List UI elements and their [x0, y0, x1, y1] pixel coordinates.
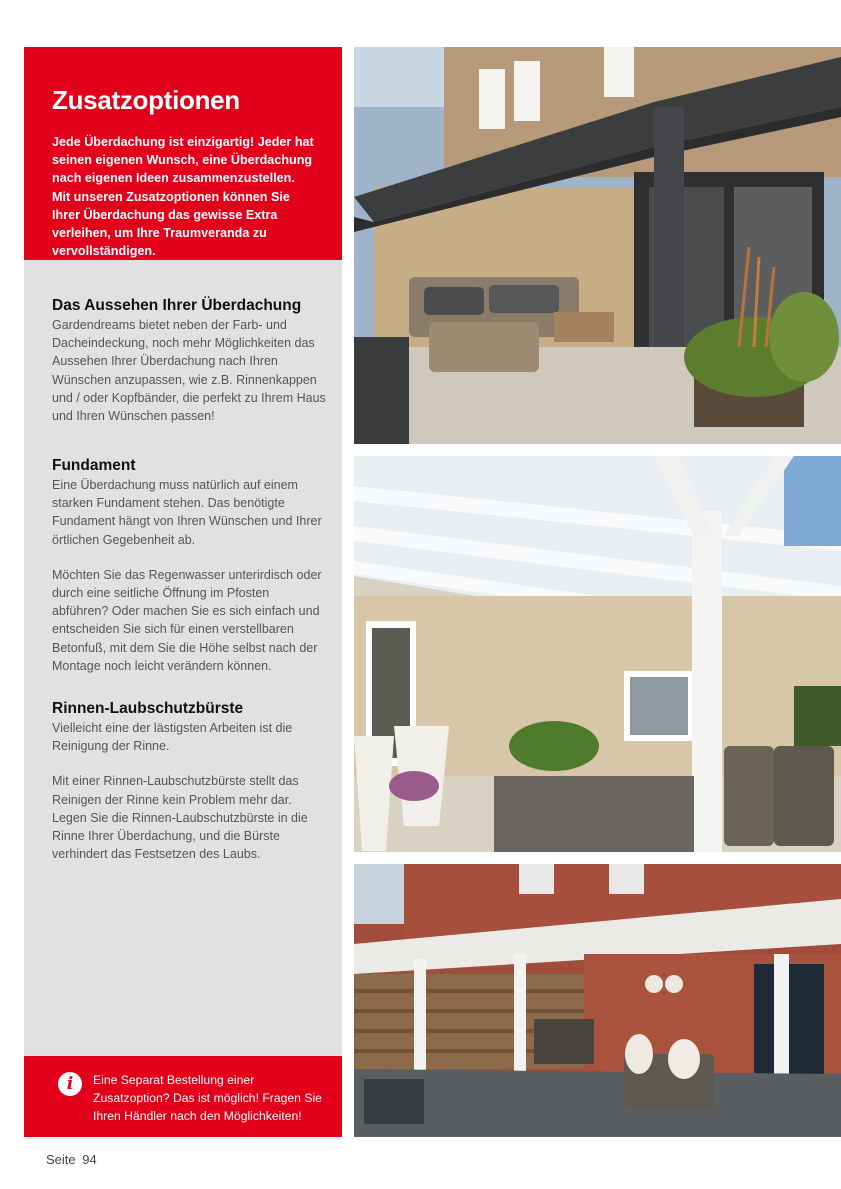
section-heading: Das Aussehen Ihrer Überdachung [52, 297, 302, 314]
section-gutter-brush [52, 699, 327, 863]
section-heading: Rinnen-Laubschutzbürste [52, 700, 244, 717]
section-paragraph: Eine Überdachung muss natürlich auf einem starken Fundament stehen. Das benötigte Fundament hängt von Ihren Wünschen und Ihrer örtlichen Gegebenheit ab. [52, 478, 322, 547]
section-heading: Fundament [52, 457, 136, 474]
section-paragraph: Gardendreams bietet neben der Farb- und Dacheindeckung, noch mehr Möglichkeiten das Aussehen Ihrer Überdachung nach Ihren Wünschen anzupassen, wie z.B. Rinnenkappen und / oder Kopfbänder, die perfekt zu Ihrem Haus und Ihren Wünschen passen! [52, 318, 326, 424]
info-callout [24, 1056, 342, 1137]
section-foundation [52, 456, 327, 675]
section-appearance [52, 296, 327, 425]
section-paragraph: Mit einer Rinnen-Laubschutzbürste stellt das Reinigen der Rinne kein Problem mehr dar. Legen Sie die Rinnen-Laubschutzbürste in die Rinne Ihrer Überdachung, und die Bürste verhindert das Festsetzen des Laubs. [52, 774, 308, 862]
section-paragraph: Vielleicht eine der lästigsten Arbeiten ist die Reinigung der Rinne. [52, 721, 293, 754]
photo-white-veranda [354, 456, 841, 852]
intro-text: Jede Überdachung ist einzigartig! Jeder hat seinen eigenen Wunsch, eine Überdachung nach eigenen Ideen zusammenzustellen. Mit unseren Zusatzoptionen können Sie Ihrer Überdachung das gewisse Extra verleihen, um Ihre Traumveranda zu vervollständigen. [52, 135, 314, 259]
page-title: Zusatzoptionen [52, 85, 240, 115]
intro-banner [24, 47, 342, 260]
section-paragraph: Möchten Sie das Regenwasser unterirdisch oder durch eine seitliche Öffnung im Pfosten abführen? Oder machen Sie es sich einfach und entscheiden Sie sich für einen verstellbaren Betonfuß, mit dem Sie die Höhe selbst nach der Montage noch leicht verändern können. [52, 567, 322, 673]
info-text: Eine Separat Bestellung einer Zusatzoption? Das ist möglich! Fragen Sie Ihren Händler nach den Möglichkeiten! [93, 1073, 322, 1123]
photo-dark-veranda [354, 47, 841, 444]
info-icon: i [58, 1072, 82, 1096]
page-number: Seite 94 [46, 1152, 97, 1167]
photo-family-veranda [354, 864, 841, 1137]
